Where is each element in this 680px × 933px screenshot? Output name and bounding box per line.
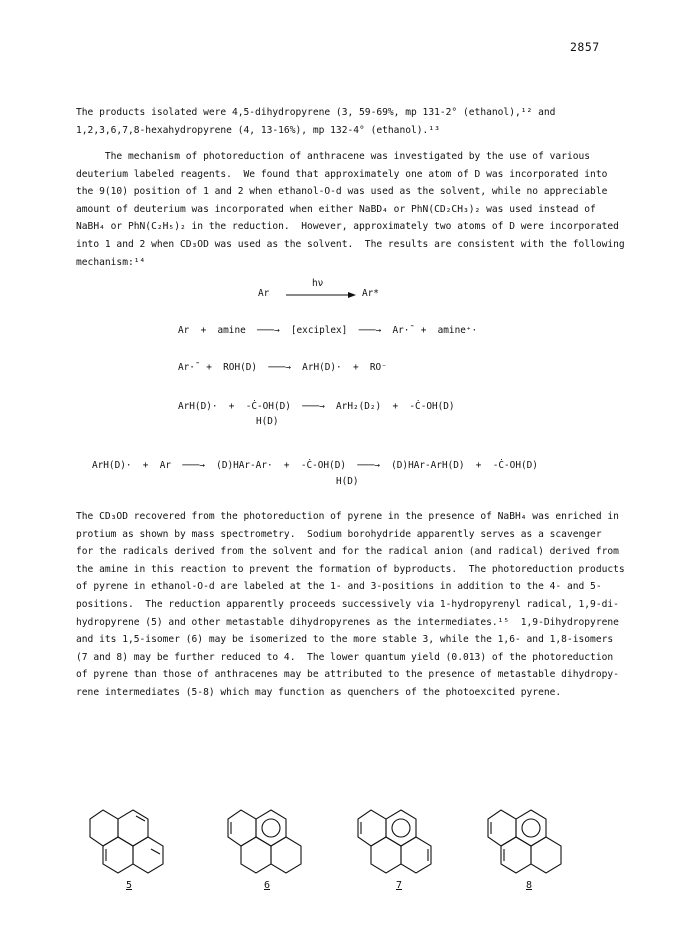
text-line: and its 1,5-isomer (6) may be isomerized to the more stable 3, while the 1,6- and 1,8-isomers (76, 634, 614, 646)
text-line: deuterium labeled reagents. We found that approximately one atom of D was incorporated into (76, 168, 608, 180)
text-line: positions. The reduction apparently proceeds successively via 1-hydropyrenyl radical, 1,9-di- (76, 598, 619, 610)
text-line: the amine in this reaction to prevent the formation of byproducts. The photoreduction products (76, 563, 625, 575)
text-line: of pyrene in ethanol-O-d are labeled at the 1- and 3-positions in addition to the 4- and 5- (76, 581, 602, 593)
text-line: 1,2,3,6,7,8-hexahydropyrene (4, 13-16%), mp 132-4° (ethanol).¹³ (76, 124, 440, 136)
text-line: mechanism:¹⁴ (76, 256, 146, 268)
text-line: of pyrene than those of anthracenes may be attributed to the presence of metastable dihydropy- (76, 669, 619, 681)
text-line: into 1 and 2 when CD₃OD was used as the solvent. The results are consistent with the following (76, 238, 625, 250)
eq5-dimerization: ArH(D)· + Ar ───→ (D)HAr-Ar· + -Ċ-OH(D) ───→ (D)HAr-ArH(D) + -Ċ-OH(D) (92, 460, 538, 471)
eq1-hv-label: hν (312, 278, 324, 289)
text-line: for the radicals derived from the solvent and for the radical anion (and radical) derived from (76, 546, 619, 558)
text-line: NaBH₄ or PhN(C₂H₅)₂ in the reduction. However, approximately two atoms of D were incorporated (76, 221, 619, 233)
eq5-substituent: H(D) (336, 476, 359, 487)
structure-6-1-5-dihydropyrene (226, 808, 316, 874)
text-line: amount of deuterium was incorporated when either NaBD₄ or PhN(CD₂CH₃)₂ was used instead of (76, 203, 596, 215)
text-line: the 9(10) position of 1 and 2 when ethanol-O-d was used as the solvent, while no appreciable (76, 186, 608, 198)
text-line: rene intermediates (5-8) which may function as quenchers of the photoexcited pyrene. (76, 686, 562, 698)
eq1-arrow (286, 291, 356, 299)
text-line: The CD₃OD recovered from the photoreduction of pyrene in the presence of NaBH₄ was enriched in (76, 511, 619, 522)
structure-5-1-9-dihydropyrene (88, 808, 178, 874)
eq1-reactant: Ar (258, 288, 270, 299)
structure-8-1-8-dihydropyrene (486, 808, 576, 874)
text-line: The mechanism of photoreduction of anthracene was investigated by the use of various (76, 151, 591, 162)
eq4-substituent: H(D) (256, 416, 279, 427)
text-line: (7 and 8) may be further reduced to 4. The lower quantum yield (0.013) of the photoreduction (76, 651, 614, 663)
structure-7-1-6-dihydropyrene (356, 808, 446, 874)
paragraph-discussion (76, 508, 636, 702)
paragraph-products (76, 104, 636, 139)
text-line: hydropyrene (5) and other metastable dihydropyrenes as the intermediates.¹⁵ 1,9-Dihydropyrene (76, 616, 619, 628)
eq1-product: Ar* (362, 288, 379, 299)
text-line: The products isolated were 4,5-dihydropyrene (3, 59-69%, mp 131-2° (ethanol),¹² and (76, 107, 556, 118)
text-line: protium as shown by mass spectrometry. Sodium borohydride apparently serves as a scavenger (76, 528, 602, 540)
eq2-exciplex: Ar + amine ───→ [exciplex] ───→ Ar·̄ + amine⁺· (178, 325, 478, 336)
compound-label-7: 7 (396, 880, 403, 891)
paragraph-mechanism-intro (76, 148, 636, 271)
eq4-reduction: ArH(D)· + -Ċ-OH(D) ───→ ArH₂(D₂) + -Ċ-OH(D) (178, 401, 455, 412)
compound-label-8: 8 (526, 880, 533, 891)
compound-label-6: 6 (264, 880, 271, 891)
compound-label-5: 5 (126, 880, 133, 891)
page-number: 2857 (570, 40, 600, 54)
eq3-protonation: Ar·̄ + ROH(D) ───→ ArH(D)· + RO⁻ (178, 362, 387, 373)
